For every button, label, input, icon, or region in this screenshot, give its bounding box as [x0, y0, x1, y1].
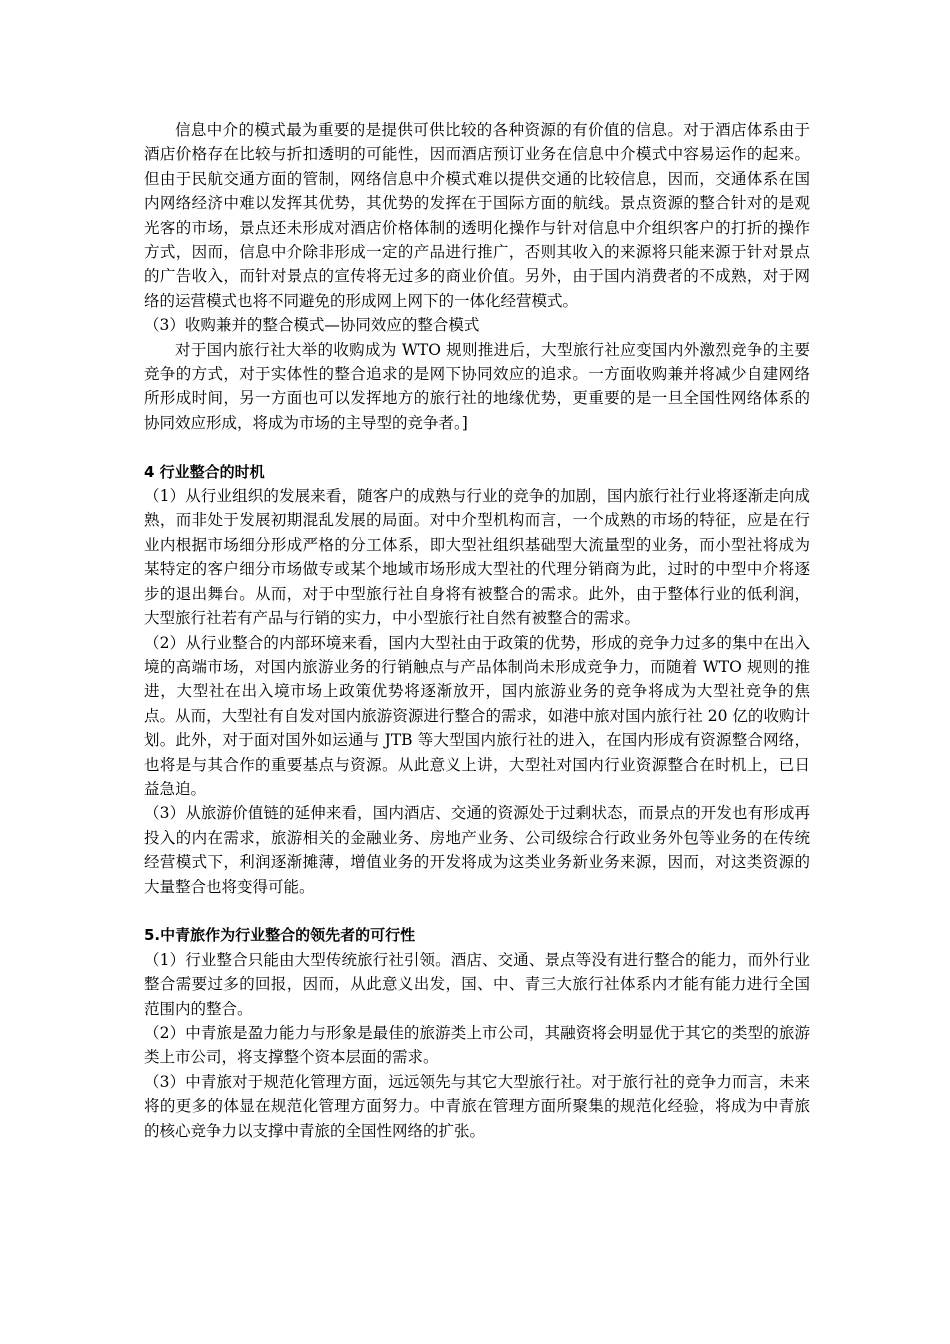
- section-5-item-3: （3）中青旅对于规范化管理方面，远远领先与其它大型旅行社。对于旅行社的竞争力而言，未来将的更多的体显在规范化管理方面努力。中青旅在管理方面所聚集的规范化经验，将成为中青旅的核心竞争力以支撑中青旅的全国性网络的扩张。: [144, 1072, 810, 1140]
- section-5-item-1: （1）行业整合只能由大型传统旅行社引领。酒店、交通、景点等没有进行整合的能力，而外行业整合需要过多的回报，因而，从此意义出发，国、中、青三大旅行社体系内才能有能力进行全国范围内的整合。: [144, 950, 810, 1018]
- section-5-item-2: （2）中青旅是盈力能力与形象是最佳的旅游类上市公司，其融资将会明显优于其它的类型的旅游类上市公司，将支撑整个资本层面的需求。: [144, 1024, 810, 1067]
- intermediary-paragraph: 信息中介的模式最为重要的是提供可供比较的各种资源的有价值的信息。对于酒店体系由于酒店价格存在比较与折扣透明的可能性，因而酒店预订业务在信息中介模式中容易运作的起来。但由于民航交通方面的管制，网络信息中介模式难以提供交通的比较信息，因而，交通体系在国内网络经济中难以发挥其优势，其优势的发挥在于国际方面的航线。景点资源的整合针对的是观光客的市场，景点还未形成对酒店价格体制的透明化操作与针对信息中介组织客户的打折的操作方式，因而，信息中介除非形成一定的产品进行推广，否则其收入的来源将只能来源于针对景点的广告收入，而针对景点的宣传将无过多的商业价值。另外，由于国内消费者的不成熟，对于网络的运营模式也将不同避免的形成网上网下的一体化经营模式。: [144, 121, 810, 310]
- section-4-heading: 4 行业整合的时机: [144, 462, 265, 481]
- blank-line: [144, 435, 810, 459]
- section-5-heading: 5.中青旅作为行业整合的领先者的可行性: [144, 926, 416, 945]
- section-4-item-2: （2）从行业整合的内部环境来看，国内大型社由于政策的优势，形成的竞争力过多的集中在出入境的高端市场，对国内旅游业务的行销触点与产品体制尚未形成竞争力，而随着 WTO 规则的推进，大型社在出入境市场上政策优势将逐渐放开，国内旅游业务的竞争将成为大型社竞争的焦点。从而，大型社有自发对国内旅游资源进行整合的需求，如港中旅对国内旅行社 20 亿的收购计划。此外，对于面对国外如运通与 JTB 等大型国内旅行社的进入，在国内形成有资源整合网络，也将是与其合作的重要基点与资源。从此意义上讲，大型社对国内行业资源整合在时机上，已日益急迫。: [144, 633, 810, 798]
- acquisition-paragraph: 对于国内旅行社大举的收购成为 WTO 规则推进后，大型旅行社应变国内外激烈竞争的主要竞争的方式，对于实体性的整合追求的是网下协同效应的追求。一方面收购兼并将减少自建网络所形成时间，另一方面也可以发挥地方的旅行社的地缘优势，更重要的是一旦全国性网络体系的协同效应形成，将成为市场的主导型的竞争者。]: [144, 340, 810, 432]
- acquisition-subheading: （3）收购兼并的整合模式—协同效应的整合模式: [144, 316, 480, 335]
- document-page: [144, 118, 810, 1143]
- section-4-item-3: （3）从旅游价值链的延伸来看，国内酒店、交通的资源处于过剩状态，而景点的开发也有形成再投入的内在需求，旅游相关的金融业务、房地产业务、公司级综合行政业务外包等业务的在传统经营模式下，利润逐渐摊薄，增值业务的开发将成为这类业务新业务来源，因而，对这类资源的大量整合也将变得可能。: [144, 804, 810, 896]
- blank-line: [144, 899, 810, 923]
- section-4-item-1: （1）从行业组织的发展来看，随客户的成熟与行业的竞争的加剧，国内旅行社行业将逐渐走向成熟，而非处于发展初期混乱发展的局面。对中介型机构而言，一个成熟的市场的特征，应是在行业内根据市场细分形成严格的分工体系，即大型社组织基础型大流量型的业务，而小型社将成为某特定的客户细分市场做专或某个地域市场形成大型社的代理分销商为此，过时的中型中介将逐步的退出舞台。从而，对于中型旅行社自身将有被整合的需求。此外，由于整体行业的低利润，大型旅行社若有产品与行销的实力，中小型旅行社自然有被整合的需求。: [144, 487, 810, 628]
